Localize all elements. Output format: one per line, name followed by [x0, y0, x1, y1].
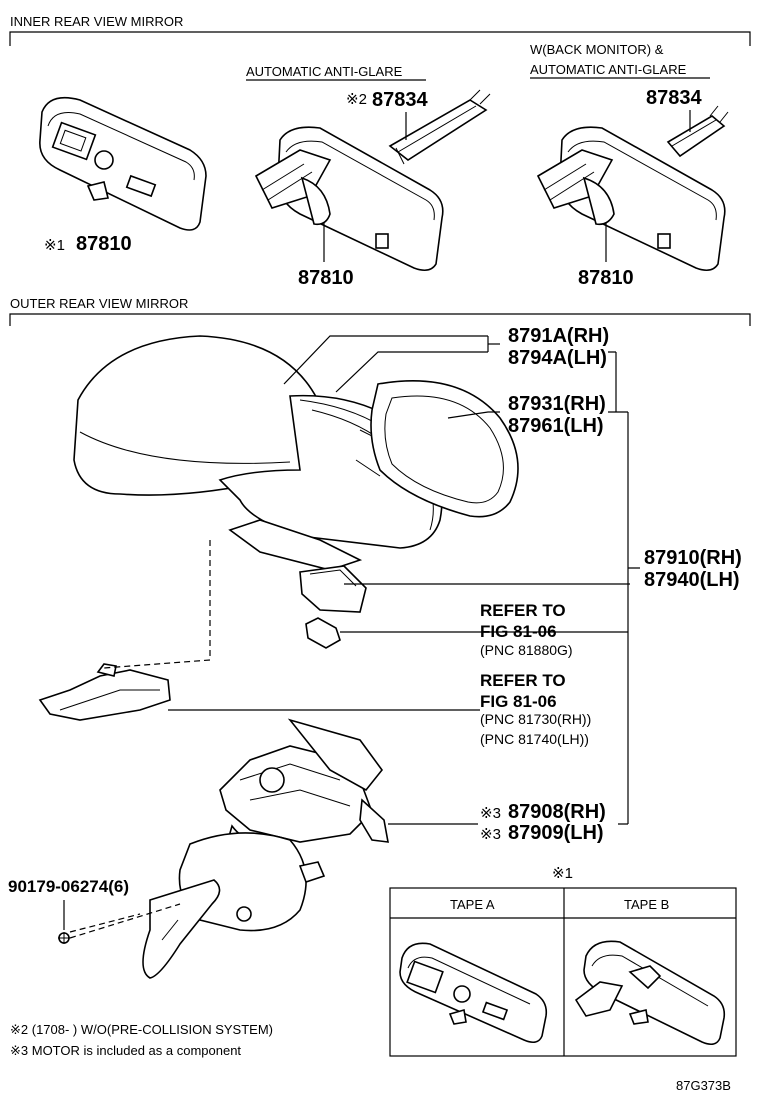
tape-mark1: ※1 [552, 865, 573, 882]
part-87931-rh: 87931(RH) [508, 393, 606, 415]
refer-to-1: REFER TO [480, 601, 566, 620]
part-8791A-rh: 8791A(RH) [508, 325, 610, 347]
outer-section-title: OUTER REAR VIEW MIRROR [10, 296, 189, 311]
part-87961-lh: 87961(LH) [508, 415, 604, 437]
part-87834-a: 87834 [372, 89, 428, 111]
tape-b-mirror [576, 941, 724, 1044]
refer-to-2: REFER TO [480, 671, 566, 690]
part-87810-back-monitor: 87810 [578, 267, 634, 289]
part-87940-lh: 87940(LH) [644, 569, 740, 591]
mark3-rh: ※3 [480, 805, 501, 822]
bulb [306, 618, 340, 648]
part-87910-rh: 87910(RH) [644, 547, 742, 569]
part-8794A-lh: 8794A(LH) [508, 347, 607, 369]
note-3: ※3 MOTOR is included as a component [10, 1043, 242, 1058]
part-87908-rh: 87908(RH) [508, 801, 606, 823]
inner-mirror-back-monitor [538, 127, 725, 270]
tape-b-label: TAPE B [624, 897, 670, 912]
inner-section-title: INNER REAR VIEW MIRROR [10, 14, 184, 29]
part-87810-antiglare: 87810 [298, 267, 354, 289]
inner-mark1: ※1 [44, 237, 65, 254]
turn-signal-lamp [40, 664, 170, 720]
bolt-90179 [58, 932, 70, 944]
figure-code: 87G373B [676, 1078, 731, 1093]
fig-ref-2: FIG 81-06 [480, 692, 557, 711]
note-2: ※2 (1708- ) W/O(PRE-COLLISION SYSTEM) [10, 1022, 273, 1037]
inner-mark2: ※2 [346, 91, 367, 108]
part-87834-b: 87834 [646, 87, 702, 109]
pnc-ref-1: (PNC 81880G) [480, 642, 573, 658]
part-87810-basic: 87810 [76, 233, 132, 255]
part-90179-bolt: 90179-06274(6) [8, 877, 129, 896]
part-87834-cover-b [668, 106, 728, 156]
side-turn-lamp-module [300, 566, 366, 612]
back-monitor-label-1: W(BACK MONITOR) & [530, 42, 664, 57]
pnc-ref-2-lh: (PNC 81740(LH)) [480, 731, 589, 747]
auto-antiglare-label: AUTOMATIC ANTI-GLARE [246, 64, 403, 79]
mirror-base [143, 833, 324, 978]
mark3-lh: ※3 [480, 826, 501, 843]
pnc-ref-2-rh: (PNC 81730(RH)) [480, 711, 592, 727]
tape-a-label: TAPE A [450, 897, 495, 912]
fig-ref-1: FIG 81-06 [480, 622, 557, 641]
back-monitor-label-2: AUTOMATIC ANTI-GLARE [530, 62, 687, 77]
outer-section-bracket [10, 314, 750, 326]
tape-a-mirror [400, 943, 546, 1042]
part-87909-lh: 87909(LH) [508, 822, 604, 844]
inner-mirror-basic [40, 98, 206, 230]
